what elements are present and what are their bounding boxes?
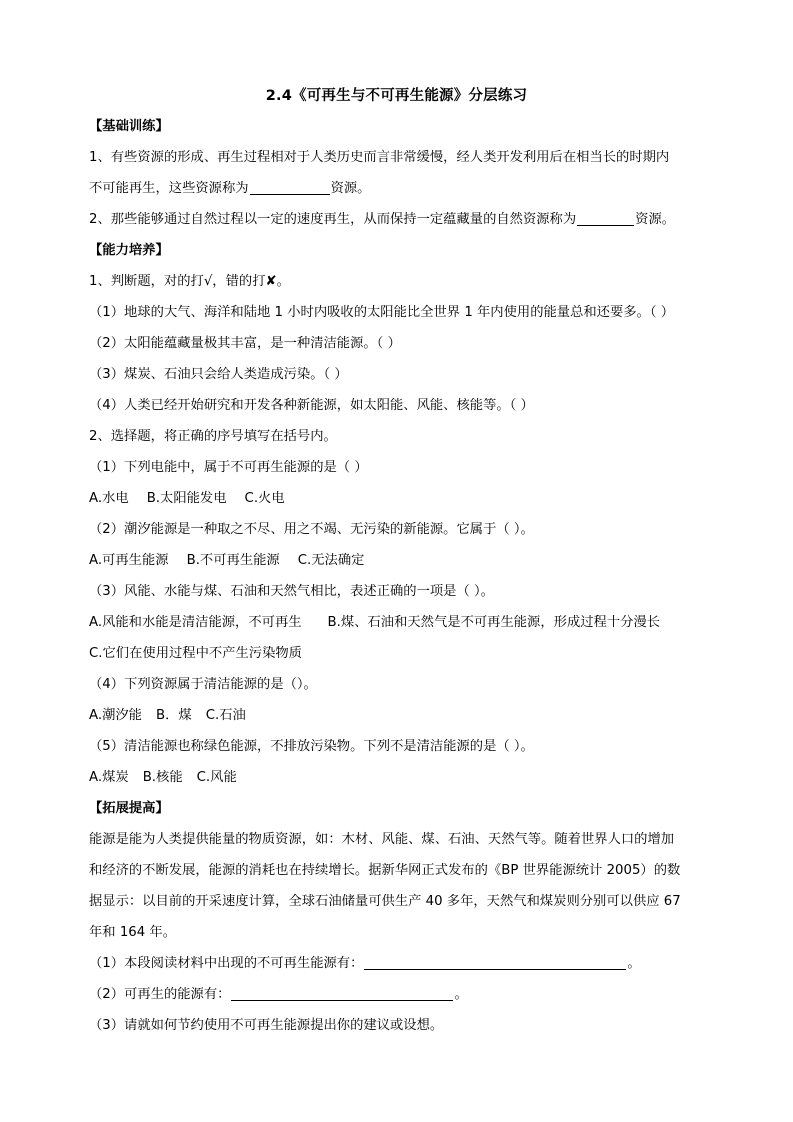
choice-1-question: （1）下列电能中，属于不可再生能源的是（ ） bbox=[89, 460, 368, 475]
choice-4-options bbox=[89, 700, 709, 731]
judge-item-3: （3）煤炭、石油只会给人类造成污染。（ ） bbox=[89, 367, 348, 382]
choice-1-option-a: A.水电 bbox=[89, 491, 129, 506]
basic-question-2 bbox=[89, 204, 709, 235]
choice-4-question: （4）下列资源属于清洁能源的是（）。 bbox=[89, 677, 317, 692]
page-title: 2.4《可再生与不可再生能源》分层练习 bbox=[265, 88, 528, 104]
reading-paragraph-line-4: 年和 164 年。 bbox=[89, 925, 177, 940]
choice-2-options bbox=[89, 545, 709, 576]
reading-paragraph-line-2: 和经济的不断发展，能源的消耗也在持续增长。据新华网正式发布的《BP 世界能源统计 2005）的数 bbox=[89, 863, 681, 878]
choice-5-question: （5）清洁能源也称绿色能源，不排放污染物。下列不是清洁能源的是（ ）。 bbox=[89, 739, 534, 754]
basic-question-1-line-2 bbox=[89, 173, 709, 204]
choice-2-option-c: C.无法确定 bbox=[297, 553, 365, 568]
choice-1-option-b: B.太阳能发电 bbox=[146, 491, 227, 506]
choice-5-option-c: C.风能 bbox=[196, 770, 237, 785]
judge-item-4: （4）人类已经开始研究和开发各种新能源，如太阳能、风能、核能等。（ ） bbox=[89, 398, 534, 413]
choice-2-option-b: B.不可再生能源 bbox=[186, 553, 280, 568]
choice-2-question: （2）潮汐能源是一种取之不尽、用之不竭、无污染的新能源。它属于（ ）。 bbox=[89, 522, 534, 537]
worksheet-content bbox=[89, 111, 709, 1041]
choice-2-option-a: A.可再生能源 bbox=[89, 553, 169, 568]
extend-question-1 bbox=[89, 948, 709, 979]
basic-q2-blank[interactable] bbox=[577, 209, 634, 226]
basic-q1-text: 不可能再生，这些资源称为 bbox=[89, 181, 249, 196]
choice-3-option-a: A.风能和水能是清洁能源，不可再生 bbox=[89, 615, 302, 630]
basic-q2-suffix: 资源。 bbox=[635, 212, 676, 227]
reading-paragraph-line-1: 能源是能为人类提供能量的物质资源，如：木材、风能、煤、石油、天然气等。随着世界人口的增加 bbox=[89, 832, 675, 847]
section-heading-extend: 【拓展提高】 bbox=[89, 801, 169, 816]
basic-q1-blank[interactable] bbox=[250, 178, 330, 195]
choice-5-option-b: B.核能 bbox=[142, 770, 183, 785]
choice-3-option-c: C.它们在使用过程中不产生污染物质 bbox=[89, 646, 302, 661]
extend-q1-blank[interactable] bbox=[364, 953, 626, 970]
extend-q1-text: （1）本段阅读材料中出现的不可再生能源有： bbox=[89, 956, 364, 971]
section-heading-basic: 【基础训练】 bbox=[89, 119, 169, 134]
choice-title: 2、选择题，将正确的序号填写在括号内。 bbox=[89, 429, 337, 444]
extend-q2-blank[interactable] bbox=[231, 984, 453, 1001]
extend-q2-text: （2）可再生的能源有： bbox=[89, 987, 231, 1002]
choice-5-option-a: A.煤炭 bbox=[89, 770, 129, 785]
choice-3-question: （3）风能、水能与煤、石油和天然气相比，表述正确的一项是（ ）。 bbox=[89, 584, 494, 599]
choice-1-option-c: C.火电 bbox=[244, 491, 285, 506]
choice-4-option-c: C.石油 bbox=[205, 708, 246, 723]
extend-q1-suffix: 。 bbox=[627, 956, 641, 971]
basic-q2-text: 2、那些能够通过自然过程以一定的速度再生，从而保持一定蕴藏量的自然资源称为 bbox=[89, 212, 577, 227]
basic-q1-suffix: 资源。 bbox=[330, 181, 371, 196]
extend-q2-suffix: 。 bbox=[454, 987, 468, 1002]
choice-1-options bbox=[89, 483, 709, 514]
judge-title: 1、判断题，对的打√，错的打✘。 bbox=[89, 274, 290, 289]
choice-5-options bbox=[89, 762, 709, 793]
section-heading-ability: 【能力培养】 bbox=[89, 243, 169, 258]
judge-item-1: （1）地球的大气、海洋和陆地 1 小时内吸收的太阳能比全世界 1 年内使用的能量总和还要多。（ ） bbox=[89, 305, 675, 320]
extend-question-2 bbox=[89, 979, 709, 1010]
choice-4-option-b: B．煤 bbox=[155, 708, 192, 723]
basic-question-1-line-1: 1、有些资源的形成、再生过程相对于人类历史而言非常缓慢，经人类开发利用后在相当长的时期内 bbox=[89, 150, 670, 165]
judge-item-2: （2）太阳能蕴藏量极其丰富，是一种清洁能源。（ ） bbox=[89, 336, 401, 351]
choice-3-option-b: B.煤、石油和天然气是不可再生能源，形成过程十分漫长 bbox=[327, 615, 661, 630]
extend-question-3: （3）请就如何节约使用不可再生能源提出你的建议或设想。 bbox=[89, 1018, 444, 1033]
choice-3-options-ab bbox=[89, 607, 709, 638]
choice-4-option-a: A.潮汐能 bbox=[89, 708, 142, 723]
reading-paragraph-line-3: 据显示：以目前的开采速度计算，全球石油储量可供生产 40 多年，天然气和煤炭则分别可以供应 67 bbox=[89, 894, 681, 909]
